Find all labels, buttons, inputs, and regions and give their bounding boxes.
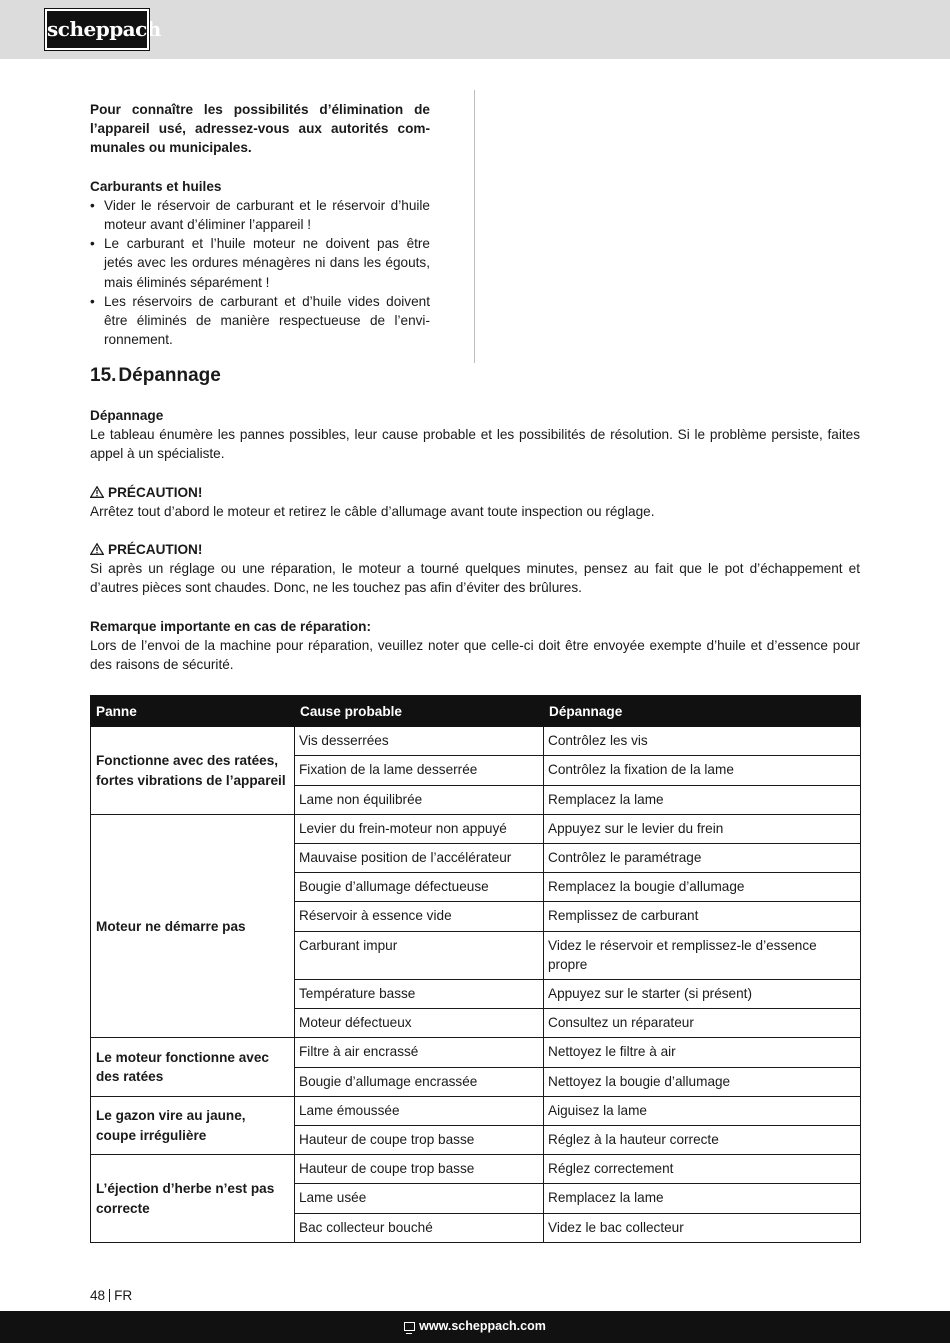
section-title bbox=[90, 364, 221, 388]
fix-cell: Remplissez de carburant bbox=[544, 902, 861, 931]
cause-cell: Filtre à air encrassé bbox=[295, 1038, 544, 1067]
fuels-heading: Carburants et huiles bbox=[90, 178, 222, 194]
fix-cell: Nettoyez le filtre à air bbox=[544, 1038, 861, 1067]
fix-cell: Réglez à la hauteur correcte bbox=[544, 1126, 861, 1155]
monitor-icon bbox=[404, 1322, 415, 1331]
fix-cell: Appuyez sur le starter (si présent) bbox=[544, 980, 861, 1009]
table-row bbox=[91, 1155, 861, 1184]
column-divider bbox=[474, 90, 475, 363]
left-column bbox=[90, 100, 430, 349]
cause-cell: Levier du frein-moteur non appuyé bbox=[295, 814, 544, 843]
fix-cell: Remplacez la bougie d’allumage bbox=[544, 873, 861, 902]
fix-cell: Remplacez la lame bbox=[544, 785, 861, 814]
fix-cell: Contrôlez le paramétrage bbox=[544, 844, 861, 873]
cause-cell: Bougie d’allumage défectueuse bbox=[295, 873, 544, 902]
cause-cell: Moteur défectueux bbox=[295, 1009, 544, 1038]
page-number-value: 48 bbox=[90, 1288, 106, 1303]
cause-cell: Lame non équilibrée bbox=[295, 785, 544, 814]
brand-logo: scheppach bbox=[45, 9, 149, 50]
website-link[interactable]: www.scheppach.com bbox=[419, 1319, 546, 1333]
cause-cell: Fixation de la lame desserrée bbox=[295, 756, 544, 785]
header-fix: Dépannage bbox=[544, 696, 861, 727]
cause-cell: Hauteur de coupe trop basse bbox=[295, 1155, 544, 1184]
fix-cell: Videz le bac collecteur bbox=[544, 1213, 861, 1242]
section-title-text: Dépannage bbox=[118, 365, 221, 386]
fix-cell: Videz le réservoir et remplissez-le d’essence propre bbox=[544, 931, 861, 979]
repair-note-heading: Remarque importante en cas de réparation: bbox=[90, 619, 372, 634]
fault-cell: Le gazon vire au jaune, coupe irrégulière bbox=[91, 1096, 295, 1154]
fuels-bullet: • Le carburant et l’huile moteur ne doivent pas être jetés avec les ordures ménagères ni dans les égouts, mais éliminés séparément ! bbox=[90, 234, 430, 292]
cause-cell: Mauvaise position de l’accélérateur bbox=[295, 844, 544, 873]
caution-heading bbox=[90, 540, 860, 559]
fix-cell: Aiguisez la lame bbox=[544, 1096, 861, 1125]
caution-label: PRÉCAUTION! bbox=[108, 542, 203, 557]
fix-cell: Remplacez la lame bbox=[544, 1184, 861, 1213]
fault-cell: Moteur ne démarre pas bbox=[91, 814, 295, 1038]
warning-icon bbox=[90, 486, 104, 498]
cause-cell: Hauteur de coupe trop basse bbox=[295, 1126, 544, 1155]
fix-cell: Contrôlez les vis bbox=[544, 727, 861, 756]
cause-cell: Carburant impur bbox=[295, 931, 544, 979]
caution-label: PRÉCAUTION! bbox=[108, 485, 203, 500]
fault-cell: Le moteur fonctionne avec des ratées bbox=[91, 1038, 295, 1096]
header-bar bbox=[0, 0, 950, 59]
warning-icon bbox=[90, 543, 104, 555]
fix-cell: Réglez correctement bbox=[544, 1155, 861, 1184]
fault-cell: L’éjection d’herbe n’est pas correcte bbox=[91, 1155, 295, 1243]
fix-cell: Appuyez sur le levier du frein bbox=[544, 814, 861, 843]
troubleshooting-heading: Dépannage bbox=[90, 408, 164, 423]
footer-bar bbox=[0, 1311, 950, 1343]
cause-cell: Lame émoussée bbox=[295, 1096, 544, 1125]
table-row bbox=[91, 1096, 861, 1125]
section-number: 15. bbox=[90, 365, 117, 386]
troubleshooting-intro bbox=[90, 406, 860, 464]
page-separator bbox=[109, 1289, 110, 1302]
troubleshooting-table-wrap bbox=[90, 695, 860, 1243]
repair-note bbox=[90, 617, 860, 675]
cause-cell: Vis desserrées bbox=[295, 727, 544, 756]
table-body bbox=[91, 727, 861, 1243]
page-number bbox=[90, 1286, 132, 1305]
fix-cell: Contrôlez la fixation de la lame bbox=[544, 756, 861, 785]
fault-cell: Fonctionne avec des ratées, fortes vibrations de l’appareil bbox=[91, 727, 295, 815]
caution-heading bbox=[90, 483, 860, 502]
caution-text: Si après un réglage ou une réparation, le moteur a tourné quelques minutes, pensez au fait que le pot d’échappement et d’autres pièces sont chaudes. Donc, ne les touchez pas afin d’éviter des brûlures. bbox=[90, 561, 860, 596]
fuels-bullet: • Les réservoirs de carburant et d’huile vides doivent être éliminés de manière respectueuse de l’environnement. bbox=[90, 292, 430, 350]
language-code: FR bbox=[114, 1288, 133, 1303]
caution-block-1 bbox=[90, 483, 860, 521]
troubleshooting-table bbox=[90, 695, 861, 1243]
cause-cell: Réservoir à essence vide bbox=[295, 902, 544, 931]
fuels-bullet: • Vider le réservoir de carburant et le réservoir d’huile moteur avant d’éliminer l’appareil ! bbox=[90, 196, 430, 234]
cause-cell: Bac collecteur bouché bbox=[295, 1213, 544, 1242]
table-row bbox=[91, 1038, 861, 1067]
header-cause: Cause probable bbox=[295, 696, 544, 727]
table-row bbox=[91, 727, 861, 756]
cause-cell: Température basse bbox=[295, 980, 544, 1009]
troubleshooting-text: Le tableau énumère les pannes possibles, leur cause probable et les possibilités de résolution. Si le problème persiste, faites appel à un spécialiste. bbox=[90, 427, 860, 462]
caution-text: Arrêtez tout d’abord le moteur et retirez le câble d’allumage avant toute inspection ou réglage. bbox=[90, 504, 655, 520]
caution-block-2 bbox=[90, 540, 860, 598]
disposal-note: Pour connaître les possibilités d’élimination de l’appareil usé, adressez-vous aux autorités communales ou municipales. bbox=[90, 102, 430, 156]
repair-note-text: Lors de l’envoi de la machine pour réparation, veuillez noter que celle-ci doit être envoyée exempte d’huile et d’essence pour des raisons de sécurité. bbox=[90, 638, 860, 673]
fix-cell: Nettoyez la bougie d’allumage bbox=[544, 1067, 861, 1096]
cause-cell: Bougie d’allumage encrassée bbox=[295, 1067, 544, 1096]
fuels-list bbox=[90, 196, 430, 350]
table-header-row bbox=[91, 696, 861, 727]
header-panne: Panne bbox=[91, 696, 295, 727]
table-row bbox=[91, 814, 861, 843]
cause-cell: Lame usée bbox=[295, 1184, 544, 1213]
fix-cell: Consultez un réparateur bbox=[544, 1009, 861, 1038]
